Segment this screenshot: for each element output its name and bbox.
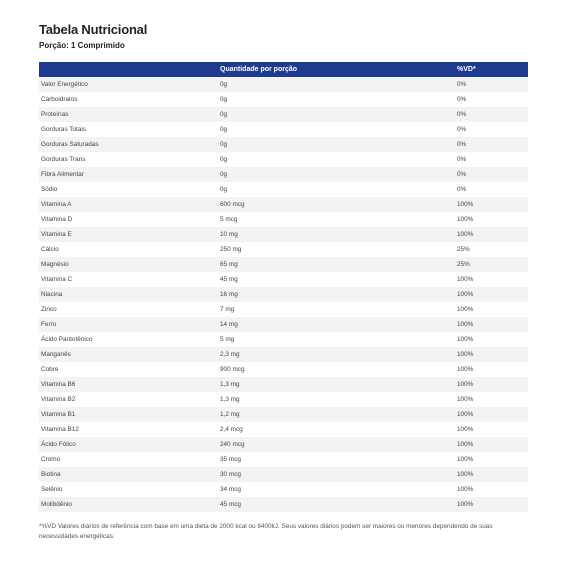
nutrient-vd: 0% — [457, 141, 467, 148]
nutrient-vd: 100% — [457, 306, 474, 313]
table-row — [39, 452, 528, 467]
nutrient-vd: 0% — [457, 126, 467, 133]
nutrient-vd: 100% — [457, 291, 474, 298]
nutrient-name: Zinco — [41, 306, 57, 313]
table-row — [39, 272, 528, 287]
nutrient-name: Vitamina D — [41, 216, 73, 223]
table-row — [39, 137, 528, 152]
nutrient-vd: 100% — [457, 336, 474, 343]
nutrient-name: Magnésio — [41, 261, 69, 268]
nutrient-quantity: 35 mcg — [220, 456, 241, 463]
nutrient-vd: 100% — [457, 231, 474, 238]
nutrient-name: Sódio — [41, 186, 58, 193]
nutrient-name: Niacina — [41, 291, 63, 298]
nutrient-vd: 100% — [457, 321, 474, 328]
table-row — [39, 497, 528, 512]
nutrient-quantity: 2,4 mcg — [220, 426, 243, 433]
nutrient-name: Cobre — [41, 366, 59, 373]
nutrient-quantity: 0g — [220, 156, 228, 163]
nutrient-vd: 25% — [457, 261, 470, 268]
nutrient-name: Vitamina B2 — [41, 396, 76, 403]
table-row — [39, 227, 528, 242]
table-row — [39, 212, 528, 227]
table-row — [39, 392, 528, 407]
nutrient-name: Vitamina E — [41, 231, 72, 238]
nutrient-name: Carboidratos — [41, 96, 78, 103]
nutrient-name: Vitamina C — [41, 276, 73, 283]
table-row — [39, 362, 528, 377]
nutrient-quantity: 250 mg — [220, 246, 242, 253]
table-row — [39, 152, 528, 167]
nutrient-name: Vitamina B6 — [41, 381, 76, 388]
nutrient-quantity: 0g — [220, 111, 228, 118]
nutrient-vd: 0% — [457, 111, 467, 118]
nutrient-vd: 100% — [457, 366, 474, 373]
nutrient-vd: 0% — [457, 156, 467, 163]
table-row — [39, 167, 528, 182]
nutrient-quantity: 45 mcg — [220, 501, 241, 508]
nutrient-name: Gorduras Trans — [41, 156, 86, 163]
table-row — [39, 182, 528, 197]
page-title: Tabela Nutricional — [39, 22, 148, 37]
table-row — [39, 107, 528, 122]
nutrient-quantity: 0g — [220, 141, 228, 148]
nutrient-vd: 100% — [457, 396, 474, 403]
nutrient-vd: 0% — [457, 171, 467, 178]
nutrient-vd: 100% — [457, 456, 474, 463]
nutrient-name: Cálcio — [41, 246, 59, 253]
nutrient-name: Ferro — [41, 321, 57, 328]
nutrient-quantity: 900 mcg — [220, 366, 245, 373]
nutrition-table — [39, 62, 528, 512]
nutrient-name: Fibra Alimentar — [41, 171, 84, 178]
nutrient-name: Vitamina B1 — [41, 411, 76, 418]
table-row — [39, 437, 528, 452]
table-row — [39, 77, 528, 92]
nutrient-quantity: 5 mcg — [220, 216, 238, 223]
nutrient-vd: 100% — [457, 381, 474, 388]
nutrient-quantity: 1,3 mg — [220, 396, 240, 403]
nutrient-vd: 100% — [457, 351, 474, 358]
nutrient-name: Manganês — [41, 351, 71, 358]
nutrient-vd: 100% — [457, 471, 474, 478]
nutrient-quantity: 16 mg — [220, 291, 238, 298]
nutrient-vd: 0% — [457, 186, 467, 193]
table-row — [39, 287, 528, 302]
nutrient-vd: 100% — [457, 441, 474, 448]
footnote: *%VD Valores diários de referência com base em uma dieta de 2000 kcal ou 8400kJ. Seus valores diários podem ser maiores ou menores dependendo de suas necessidades energéticas. — [39, 523, 493, 540]
nutrient-quantity: 1,3 mg — [220, 381, 240, 388]
nutrient-quantity: 0g — [220, 81, 228, 88]
table-row — [39, 407, 528, 422]
nutrient-quantity: 0g — [220, 96, 228, 103]
header-quantity: Quantidade por porção — [220, 66, 298, 73]
nutrient-quantity: 240 mcg — [220, 441, 245, 448]
nutrient-quantity: 0g — [220, 186, 228, 193]
table-row — [39, 332, 528, 347]
nutrient-quantity: 1,2 mg — [220, 411, 240, 418]
nutrient-quantity: 600 mcg — [220, 201, 245, 208]
nutrient-vd: 100% — [457, 486, 474, 493]
nutrient-vd: 25% — [457, 246, 470, 253]
table-row — [39, 197, 528, 212]
nutrient-name: Selênio — [41, 486, 63, 493]
table-header — [39, 62, 528, 77]
nutrient-vd: 100% — [457, 501, 474, 508]
nutrient-name: Valor Energético — [41, 81, 88, 88]
nutrient-quantity: 5 mg — [220, 336, 235, 343]
table-row — [39, 242, 528, 257]
nutrient-vd: 100% — [457, 201, 474, 208]
nutrient-quantity: 30 mcg — [220, 471, 241, 478]
nutrient-quantity: 2,3 mg — [220, 351, 240, 358]
table-row — [39, 302, 528, 317]
nutrient-quantity: 14 mg — [220, 321, 238, 328]
portion-subtitle: Porção: 1 Comprimido — [39, 41, 125, 50]
nutrient-name: Ácido Pantotênico — [41, 336, 93, 343]
nutrient-vd: 100% — [457, 426, 474, 433]
table-row — [39, 377, 528, 392]
nutrient-quantity: 0g — [220, 126, 228, 133]
table-row — [39, 122, 528, 137]
nutrient-name: Proteínas — [41, 111, 69, 118]
nutrient-vd: 0% — [457, 81, 467, 88]
nutrient-quantity: 7 mg — [220, 306, 235, 313]
table-body — [39, 77, 528, 512]
nutrient-quantity: 45 mg — [220, 276, 238, 283]
nutrient-name: Gorduras Saturadas — [41, 141, 99, 148]
nutrient-quantity: 34 mcg — [220, 486, 241, 493]
nutrient-vd: 0% — [457, 96, 467, 103]
table-row — [39, 422, 528, 437]
nutrient-quantity: 65 mg — [220, 261, 238, 268]
nutrient-vd: 100% — [457, 411, 474, 418]
nutrient-name: Cromo — [41, 456, 61, 463]
nutrient-name: Gorduras Totais — [41, 126, 86, 133]
nutrient-name: Vitamina A — [41, 201, 72, 208]
table-row — [39, 317, 528, 332]
table-row — [39, 257, 528, 272]
header-vd: %VD* — [457, 66, 476, 73]
nutrient-vd: 100% — [457, 216, 474, 223]
nutrient-name: Molibdênio — [41, 501, 72, 508]
nutrient-quantity: 0g — [220, 171, 228, 178]
nutrient-name: Ácido Fólico — [41, 441, 76, 448]
nutrient-vd: 100% — [457, 276, 474, 283]
nutrient-quantity: 10 mg — [220, 231, 238, 238]
table-row — [39, 92, 528, 107]
table-row — [39, 482, 528, 497]
table-row — [39, 347, 528, 362]
nutrient-name: Vitamina B12 — [41, 426, 79, 433]
nutrient-name: Biotina — [41, 471, 61, 478]
table-row — [39, 467, 528, 482]
